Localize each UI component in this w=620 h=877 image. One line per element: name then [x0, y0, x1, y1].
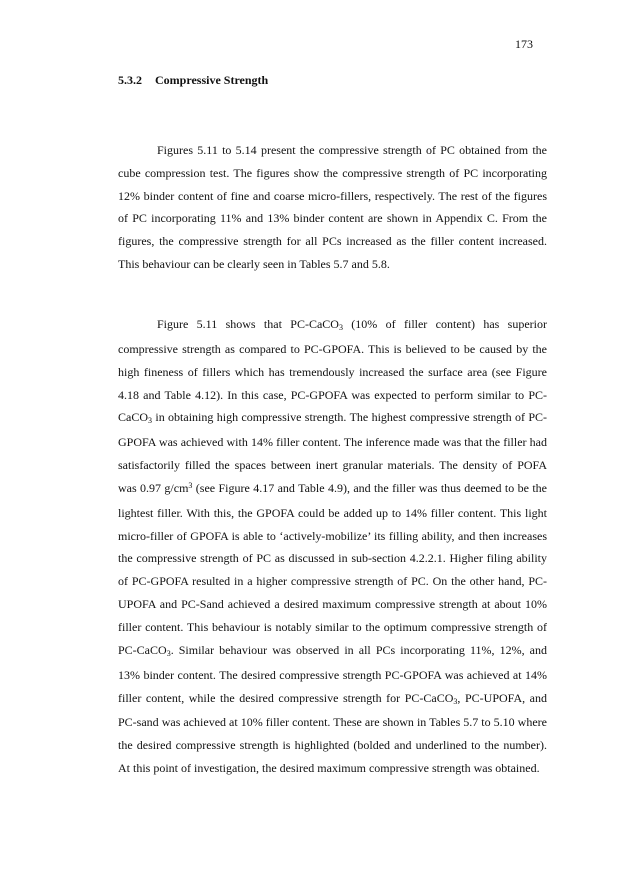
- text-run: in obtaining high compressive strength. The highest compressive strength of PC-GPOFA was achieved with 14% filler content. The inference made was that the filler had satisfactorily filled the spaces between inert granular materials. The density of POFA was 0.97 g/cm: [118, 410, 547, 495]
- superscript: 3: [188, 480, 193, 490]
- section-heading: [118, 73, 268, 87]
- text-run: , PC-UPOFA, and PC-sand was achieved at 10% filler content. These are shown in Tables 5.7 to 5.10 where the desired compressive strength is highlighted (bolded and underlined to the number). At this point of investigation, the desired maximum compressive strength was obtained.: [118, 690, 547, 776]
- page-number: 173: [515, 37, 533, 51]
- text-run: (see Figure 4.17 and Table 4.9), and the filler was thus deemed to be the lightest filler. With this, the GPOFA could be added up to 14% filler content. This light micro-filler of GPOFA is able to ‘actively-mobilize’ its filling ability, and then increases the compressive strength of PC as discussed in sub-section 4.2.2.1. Higher filing ability of PC-GPOFA resulted in a higher compressive strength of PC. On the other hand, PC-UPOFA and PC-Sand achieved a desired maximum compressive strength at about 10% filler content. This behaviour is notably similar to the optimum compressive strength of PC-CaCO: [118, 480, 547, 657]
- text-run: (10% of filler content) has superior compressive strength as compared to PC-GPOFA. This is believed to be caused by the high fineness of fillers which has tremendously increased the surface area (see Figure 4.18 and Table 4.12). In this case, PC-GPOFA was expected to perform similar to PC-CaCO: [118, 317, 547, 425]
- subscript: 3: [166, 648, 171, 658]
- text-run: Figure 5.11 shows that PC-CaCO: [157, 317, 339, 331]
- subscript: 3: [338, 323, 343, 332]
- text-run: . Similar behaviour was observed in all PCs incorporating 11%, 12%, and 13% binder content. The desired compressive strength PC-GPOFA was achieved at 14% filler content, while the desired compressive strength for PC-CaCO: [118, 642, 547, 705]
- subscript: 3: [453, 696, 458, 706]
- paragraph-intro: Figures 5.11 to 5.14 present the compressive strength of PC obtained from the cube compression test. The figures show the compressive strength of PC incorporating 12% binder content of fine and coarse micro-fillers, respectively. The rest of the figures of PC incorporating 11% and 13% binder content are shown in Appendix C. From the figures, the compressive strength for all PCs increased as the filler content increased. This behaviour can be clearly seen in Tables 5.7 and 5.8.: [118, 143, 547, 271]
- subscript: 3: [148, 416, 152, 426]
- section-title: Compressive Strength: [155, 73, 269, 87]
- paragraph-discussion: [118, 313, 547, 780]
- section-number: 5.3.2: [118, 73, 142, 87]
